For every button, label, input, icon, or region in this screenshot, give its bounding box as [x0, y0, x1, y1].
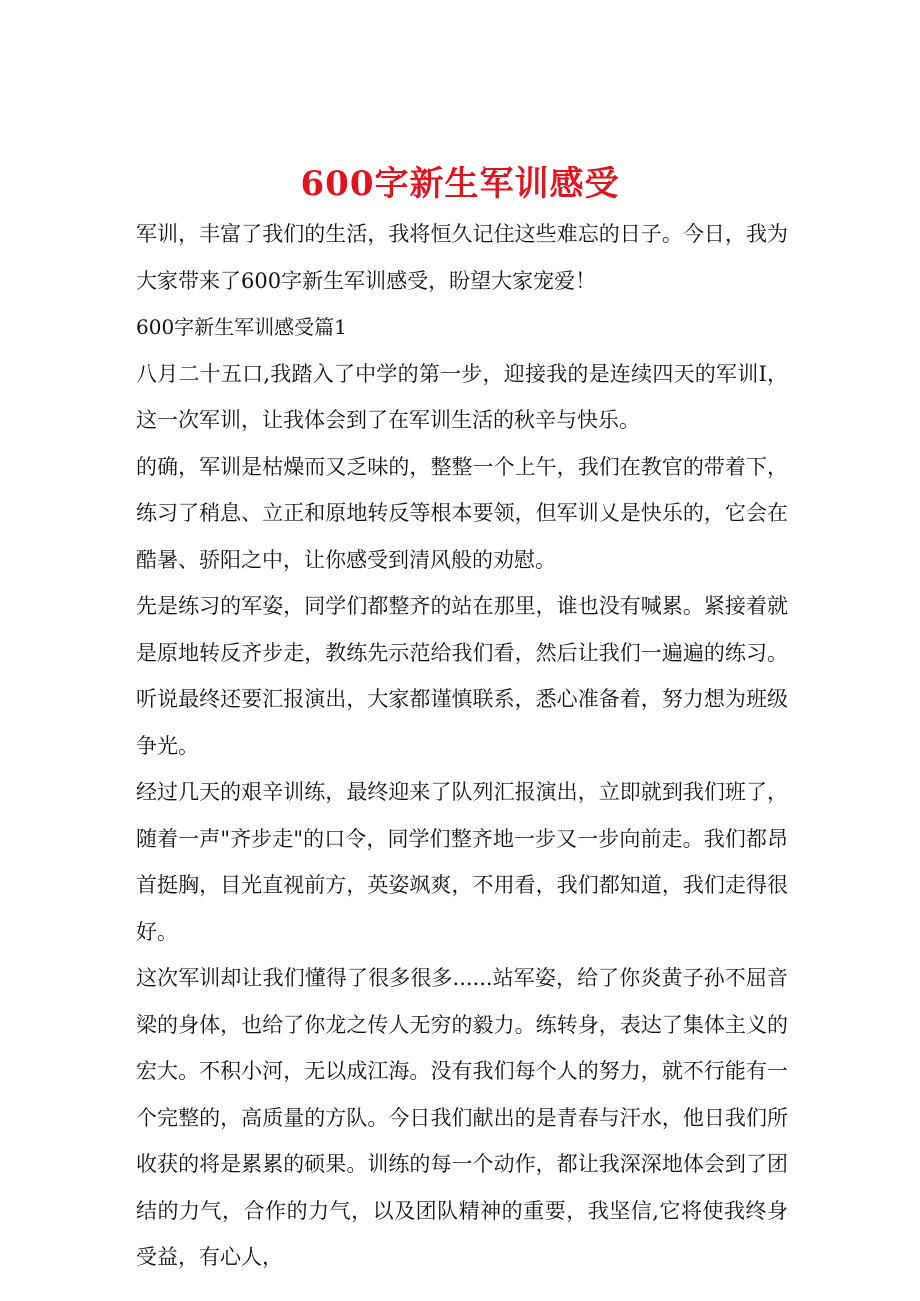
body-paragraph: 经过几天的艰辛训练，最终迎来了队列汇报演出，立即就到我们班了，随着一声"齐步走"的口令，同学们整齐地一步又一步向前走。我们都昂首挺胸，目光直视前方，英姿飒爽，不用看，我们都知道，我们走得很好。: [136, 780, 788, 944]
body-paragraph: 先是练习的军姿，同学们都整齐的站在那里，谁也没有喊累。紧接着就是原地转反齐步走，教练先示范给我们看，然后让我们一遍遍的练习。听说最终还要汇报演出，大家都谨慎联系，悉心准备着，努力想为班级争光。: [136, 594, 788, 758]
body-paragraph: 八月二十五口,我踏入了中学的第一步，迎接我的是连续四天的军训I，这一次军训，让我体会到了在军训生活的秋辛与快乐。: [136, 361, 788, 432]
document-title: 600字新生军训感受: [300, 163, 620, 204]
body-paragraph: 这次军训却让我们懂得了很多很多......站军姿，给了你炎黄子孙不屈音梁的身体，也给了你龙之传人无穷的毅力。练转身，表达了集体主义的宏大。不积小河，无以成江海。没有我们每个人的努力，就不行能有一个完整的，高质量的方队。今日我们献出的是青春与汗水，他日我们所收获的将是累累的硕果。训练的每一个动作，都让我深深地体会到了团结的力气，合作的力气，以及团队精神的重要，我坚信,它将使我终身受益，有心人，: [136, 966, 788, 1269]
intro-paragraph: 军训，丰富了我们的生活，我将恒久记住这些难忘的日子。今日，我为大家带来了600字新生军训感受，盼望大家宠爱！: [136, 222, 788, 293]
body-paragraph: 的确，军训是枯燥而又乏味的，整整一个上午，我们在教官的带着下，练习了稍息、立正和原地转反等根本要领，但军训乂是快乐的，它会在酷暑、骄阳之中，让你感受到清风般的劝慰。: [136, 454, 788, 572]
document-body: [136, 211, 788, 1281]
section-heading: 600字新生军训感受篇1: [136, 315, 347, 339]
